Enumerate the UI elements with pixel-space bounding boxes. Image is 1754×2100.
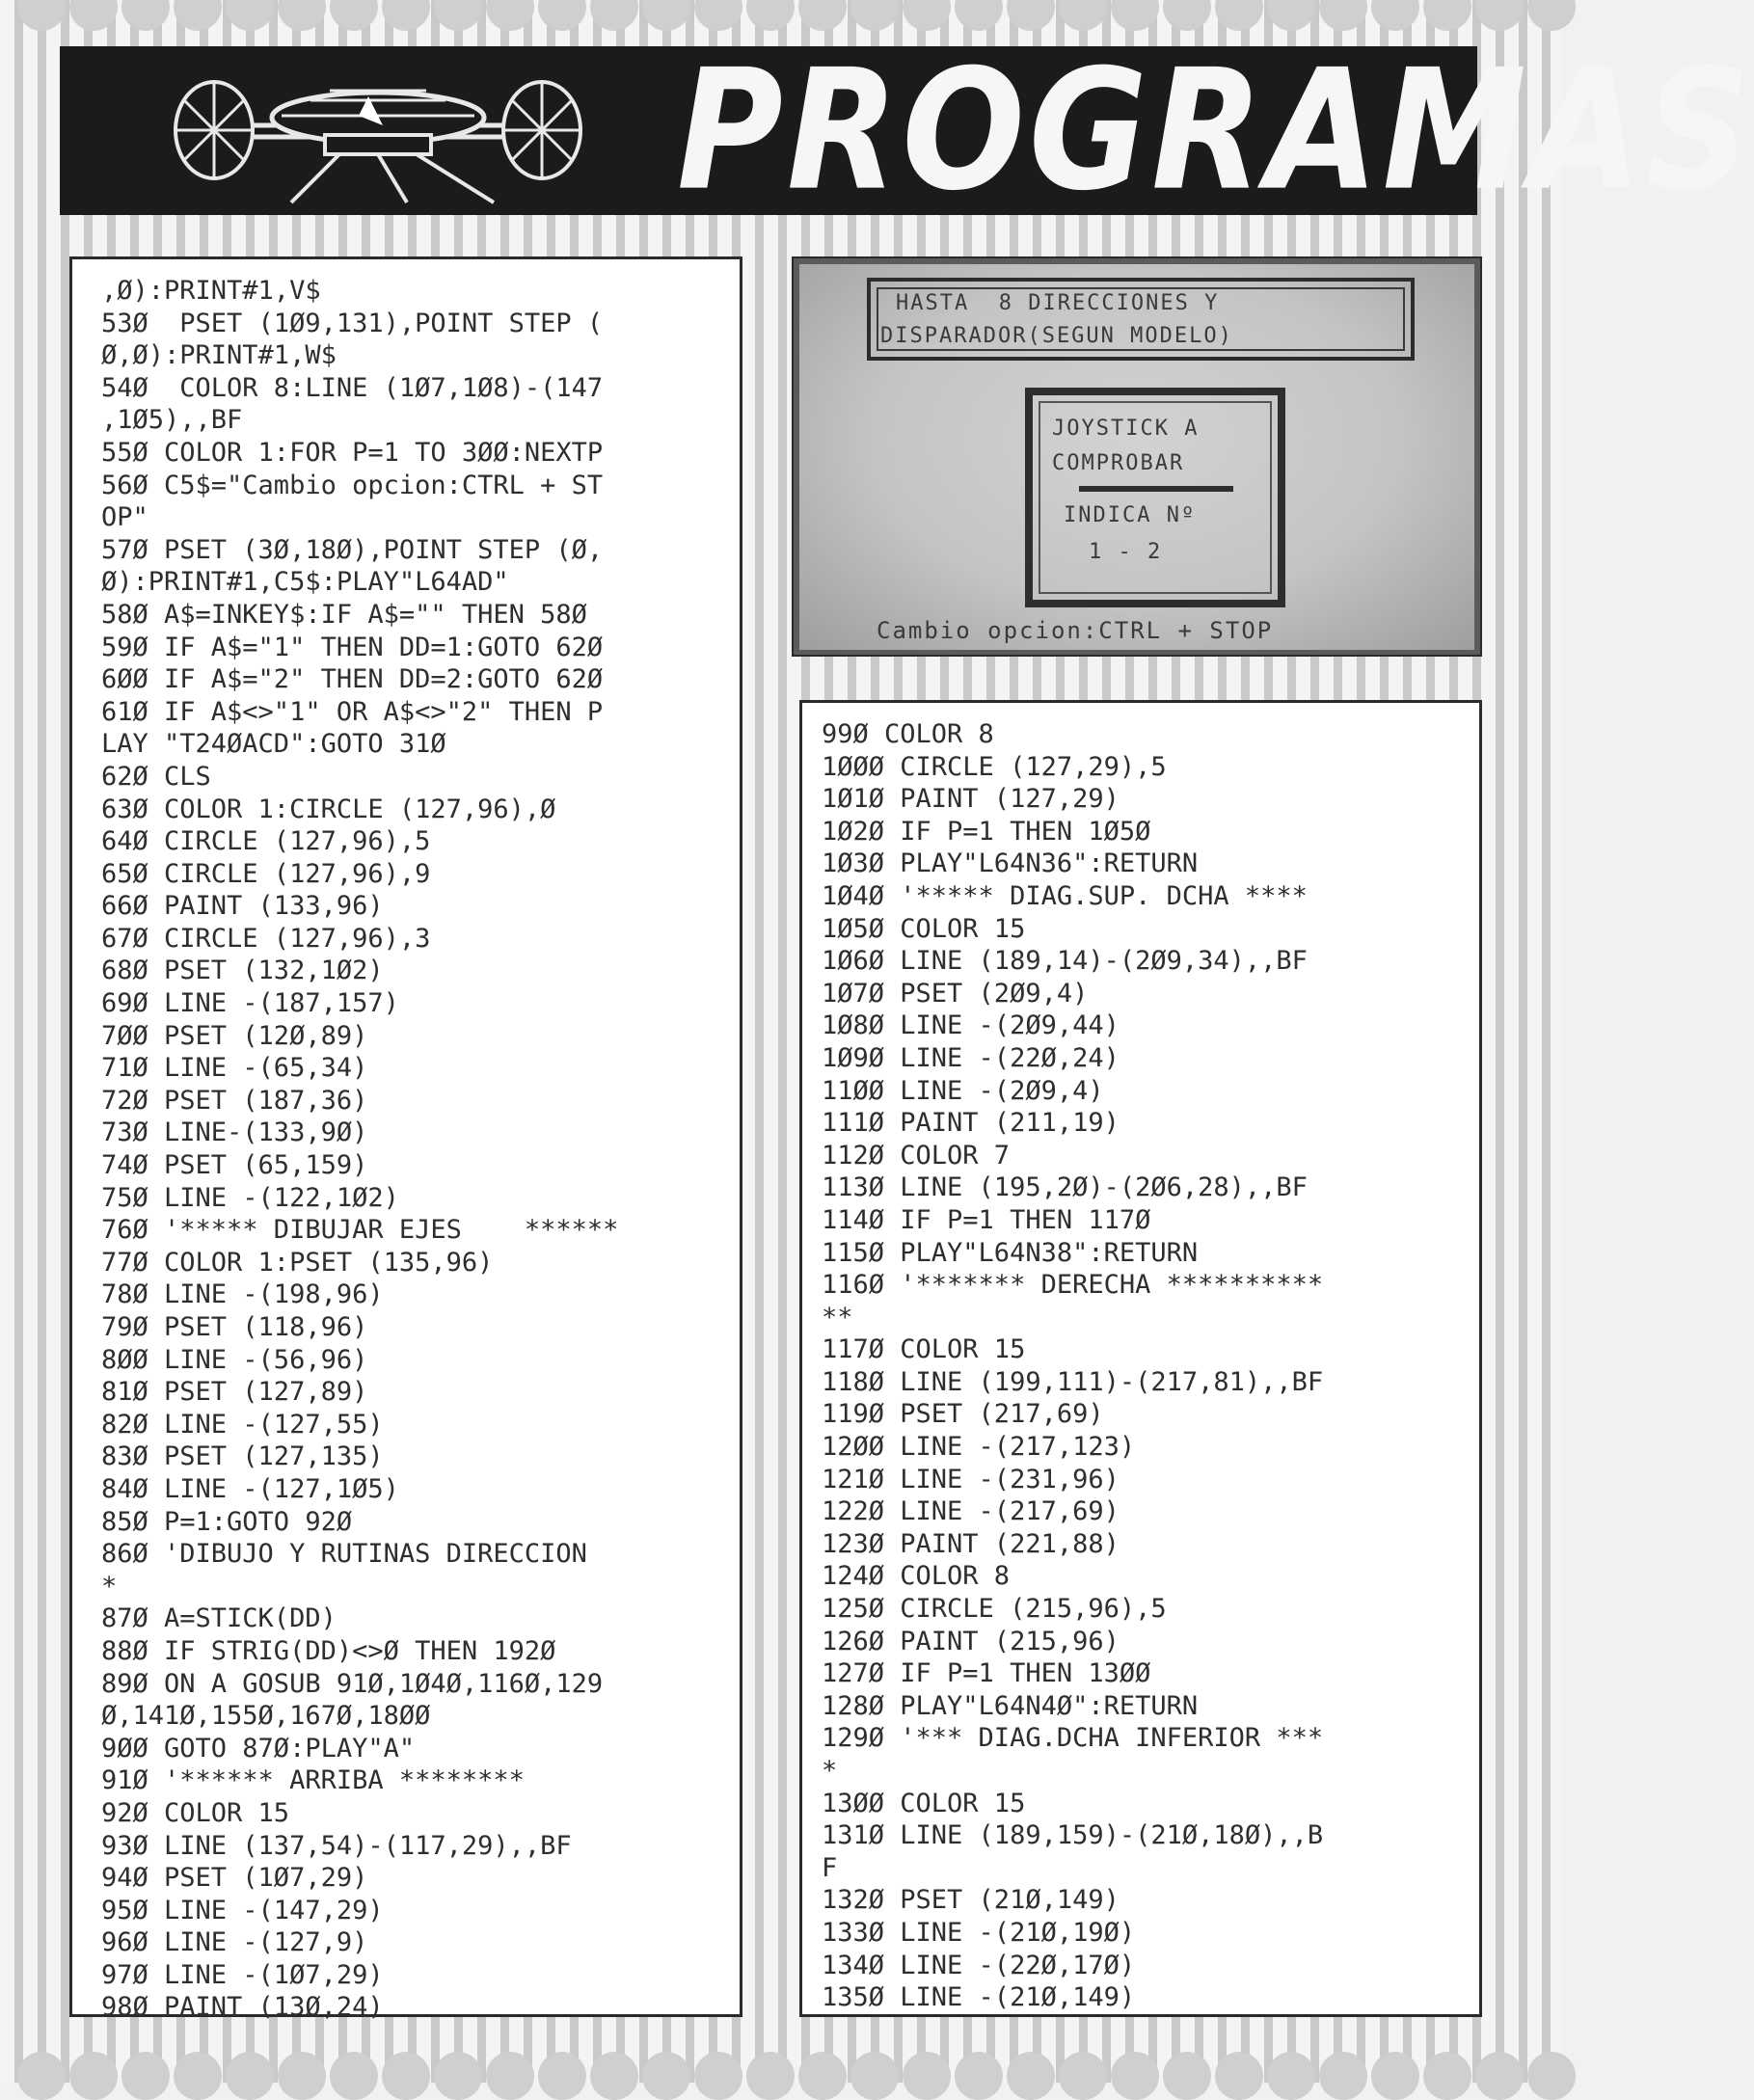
border-dot xyxy=(1527,0,1576,31)
code-line: 79Ø PSET (118,96) xyxy=(101,1312,368,1342)
prompt-line-4: 1 - 2 xyxy=(1089,540,1163,564)
code-line: 71Ø LINE -(65,34) xyxy=(101,1053,368,1084)
code-line: LAY "T24ØACD":GOTO 31Ø xyxy=(101,729,446,760)
screen-footer: Cambio opcion:CTRL + STOP xyxy=(877,617,1274,644)
code-line: 1Ø3Ø PLAY"L64N36":RETURN xyxy=(822,848,1199,879)
code-line: 89Ø ON A GOSUB 91Ø,1Ø4Ø,116Ø,129 xyxy=(101,1668,604,1699)
code-line: 114Ø IF P=1 THEN 117Ø xyxy=(822,1204,1151,1235)
border-dot xyxy=(590,0,638,31)
code-line: 95Ø LINE -(147,29) xyxy=(101,1895,384,1925)
border-dot xyxy=(17,2052,66,2100)
code-line: 83Ø PSET (127,135) xyxy=(101,1441,384,1472)
code-line: 65Ø CIRCLE (127,96),9 xyxy=(101,858,431,889)
code-line: 127Ø IF P=1 THEN 13ØØ xyxy=(822,1658,1151,1689)
border-dot xyxy=(1475,0,1524,31)
border-dot xyxy=(1319,0,1367,31)
prompt-line-3: INDICA Nº xyxy=(1064,503,1197,527)
border-dot xyxy=(1111,0,1159,31)
border-dot xyxy=(746,2052,795,2100)
code-line: 93Ø LINE (137,54)-(117,29),,BF xyxy=(101,1830,572,1861)
code-line: 56Ø C5$="Cambio opcion:CTRL + ST xyxy=(101,470,604,500)
code-line: 63Ø COLOR 1:CIRCLE (127,96),Ø xyxy=(101,794,556,824)
code-line: 1Ø7Ø PSET (2Ø9,4) xyxy=(822,978,1089,1009)
border-dot xyxy=(174,0,222,31)
border-dot xyxy=(538,0,586,31)
code-line: 66Ø PAINT (133,96) xyxy=(101,891,384,922)
border-dot xyxy=(1475,2052,1524,2100)
code-line: 121Ø LINE -(231,96) xyxy=(822,1464,1120,1494)
border-dot xyxy=(538,2052,586,2100)
code-line: 1Ø9Ø LINE -(22Ø,24) xyxy=(822,1042,1120,1073)
code-line: 88Ø IF STRIG(DD)<>Ø THEN 192Ø xyxy=(101,1635,556,1666)
code-line: 85Ø P=1:GOTO 92Ø xyxy=(101,1506,353,1537)
code-line: 11ØØ LINE -(2Ø9,4) xyxy=(822,1075,1104,1106)
code-line: 91Ø '****** ARRIBA ******** xyxy=(101,1765,525,1796)
code-line: 61Ø IF A$<>"1" OR A$<>"2" THEN P xyxy=(101,696,604,727)
code-line: 123Ø PAINT (221,88) xyxy=(822,1528,1120,1559)
code-line: 128Ø PLAY"L64N4Ø":RETURN xyxy=(822,1690,1199,1721)
code-line: 86Ø 'DIBUJO Y RUTINAS DIRECCION xyxy=(101,1539,587,1570)
border-dot xyxy=(642,0,690,31)
code-line: 73Ø LINE-(133,9Ø) xyxy=(101,1117,368,1148)
border-dot xyxy=(382,0,430,31)
code-line: F xyxy=(822,1852,838,1883)
border-dot xyxy=(694,0,742,31)
code-line: ,1Ø5),,BF xyxy=(101,405,243,436)
code-line: 124Ø COLOR 8 xyxy=(822,1561,1011,1592)
code-listing-left xyxy=(101,275,618,2024)
msx-screen xyxy=(799,264,1474,650)
code-line: 97Ø LINE -(1Ø7,29) xyxy=(101,1959,384,1990)
top-dot-border xyxy=(0,0,1562,31)
code-line: 69Ø LINE -(187,157) xyxy=(101,988,399,1019)
border-dot xyxy=(486,2052,534,2100)
code-line: 122Ø LINE -(217,69) xyxy=(822,1496,1120,1527)
code-line: 58Ø A$=INKEY$:IF A$="" THEN 58Ø xyxy=(101,599,587,630)
code-line: 78Ø LINE -(198,96) xyxy=(101,1279,384,1310)
code-line: 129Ø '*** DIAG.DCHA INFERIOR *** xyxy=(822,1723,1324,1754)
border-dot xyxy=(1371,0,1419,31)
border-dot xyxy=(69,0,118,31)
border-dot xyxy=(1059,0,1107,31)
code-line: 133Ø LINE -(21Ø,19Ø) xyxy=(822,1917,1136,1948)
code-line: 125Ø CIRCLE (215,96),5 xyxy=(822,1594,1167,1625)
border-dot xyxy=(1059,2052,1107,2100)
border-dot xyxy=(434,0,482,31)
border-dot xyxy=(1215,2052,1263,2100)
border-dot xyxy=(903,2052,951,2100)
header-banner xyxy=(60,34,1754,229)
prompt-divider xyxy=(1079,486,1233,492)
info-box xyxy=(867,278,1415,361)
space-station-icon xyxy=(127,58,629,207)
border-dot xyxy=(850,2052,899,2100)
code-line: 99Ø COLOR 8 xyxy=(822,719,994,749)
code-listing-right xyxy=(822,718,1323,2014)
code-line: OP" xyxy=(101,502,148,533)
code-line: 1Ø2Ø IF P=1 THEN 1Ø5Ø xyxy=(822,816,1151,847)
code-line: 87Ø A=STICK(DD) xyxy=(101,1603,337,1634)
code-line: 96Ø LINE -(127,9) xyxy=(101,1927,368,1958)
code-line: 84Ø LINE -(127,1Ø5) xyxy=(101,1473,399,1504)
code-line: 55Ø COLOR 1:FOR P=1 TO 3ØØ:NEXTP xyxy=(101,437,604,468)
code-line: 81Ø PSET (127,89) xyxy=(101,1377,368,1408)
listing-panel-left xyxy=(69,256,742,2023)
border-dot xyxy=(903,0,951,31)
border-dot xyxy=(17,0,66,31)
border-dot xyxy=(69,2052,118,2100)
border-dot xyxy=(1215,0,1263,31)
info-line-2: DISPARADOR(SEGUN MODELO) xyxy=(880,324,1233,348)
code-line: 75Ø LINE -(122,1Ø2) xyxy=(101,1182,399,1213)
code-line: 131Ø LINE (189,159)-(21Ø,18Ø),,B xyxy=(822,1820,1324,1851)
code-line: 12ØØ LINE -(217,123) xyxy=(822,1432,1136,1463)
border-dot xyxy=(1527,2052,1576,2100)
code-line: 1Ø6Ø LINE (189,14)-(2Ø9,34),,BF xyxy=(822,946,1308,977)
code-line: 111Ø PAINT (211,19) xyxy=(822,1108,1120,1139)
listing-panel-right xyxy=(799,700,1482,2017)
code-line: 117Ø COLOR 15 xyxy=(822,1334,1026,1365)
code-line: 8ØØ LINE -(56,96) xyxy=(101,1344,368,1375)
code-line: 54Ø COLOR 8:LINE (1Ø7,1Ø8)-(147 xyxy=(101,372,604,403)
code-line: 53Ø PSET (1Ø9,131),POINT STEP ( xyxy=(101,308,604,338)
border-dot xyxy=(121,0,170,31)
border-dot xyxy=(642,2052,690,2100)
code-line: 118Ø LINE (199,111)-(217,81),,BF xyxy=(822,1366,1324,1397)
code-line: 126Ø PAINT (215,96) xyxy=(822,1626,1120,1656)
code-line: 74Ø PSET (65,159) xyxy=(101,1150,368,1181)
border-dot xyxy=(278,0,326,31)
code-line: 77Ø COLOR 1:PSET (135,96) xyxy=(101,1247,494,1278)
page-title: PROGRAMAS xyxy=(677,34,1754,229)
border-dot xyxy=(1319,2052,1367,2100)
border-dot xyxy=(590,2052,638,2100)
code-line: 115Ø PLAY"L64N38":RETURN xyxy=(822,1237,1199,1268)
info-line-1: HASTA 8 DIRECCIONES Y xyxy=(896,291,1220,315)
code-line: 76Ø '***** DIBUJAR EJES ****** xyxy=(101,1215,619,1246)
border-dot xyxy=(1007,2052,1055,2100)
code-line: 1Ø5Ø COLOR 15 xyxy=(822,913,1026,944)
border-dot xyxy=(486,0,534,31)
border-dot xyxy=(382,2052,430,2100)
code-line: 116Ø '******* DERECHA ********** xyxy=(822,1270,1324,1301)
code-line: 13ØØ COLOR 15 xyxy=(822,1788,1026,1818)
border-dot xyxy=(278,2052,326,2100)
code-line: 59Ø IF A$="1" THEN DD=1:GOTO 62Ø xyxy=(101,632,604,662)
code-line: 7ØØ PSET (12Ø,89) xyxy=(101,1020,368,1051)
screen-photo xyxy=(792,256,1482,657)
border-dot xyxy=(330,2052,378,2100)
code-line: 1Ø8Ø LINE -(2Ø9,44) xyxy=(822,1010,1120,1041)
code-line: 72Ø PSET (187,36) xyxy=(101,1085,368,1116)
border-dot xyxy=(174,2052,222,2100)
bottom-dot-border xyxy=(0,2052,1562,2100)
border-dot xyxy=(1163,2052,1211,2100)
code-line: ** xyxy=(822,1302,853,1333)
code-line: 135Ø LINE -(21Ø,149) xyxy=(822,1982,1136,2013)
code-line: * xyxy=(822,1756,838,1786)
border-dot xyxy=(434,2052,482,2100)
code-line: 98Ø PAINT (13Ø,24) xyxy=(101,1992,384,2023)
code-line: 113Ø LINE (195,2Ø)-(2Ø6,28),,BF xyxy=(822,1172,1308,1203)
border-dot xyxy=(850,0,899,31)
border-dot xyxy=(330,0,378,31)
code-line: 1Ø1Ø PAINT (127,29) xyxy=(822,784,1120,815)
border-dot xyxy=(1371,2052,1419,2100)
border-dot xyxy=(1267,2052,1315,2100)
border-dot xyxy=(226,2052,274,2100)
code-line: ,Ø):PRINT#1,V$ xyxy=(101,276,321,306)
border-dot xyxy=(955,0,1003,31)
prompt-line-2: COMPROBAR xyxy=(1052,451,1185,475)
border-dot xyxy=(1267,0,1315,31)
prompt-line-1: JOYSTICK A xyxy=(1052,417,1200,441)
code-line: 112Ø COLOR 7 xyxy=(822,1140,1011,1171)
code-line: 64Ø CIRCLE (127,96),5 xyxy=(101,826,431,857)
joystick-prompt-box xyxy=(1025,388,1285,607)
code-line: 62Ø CLS xyxy=(101,761,211,792)
border-dot xyxy=(121,2052,170,2100)
border-dot xyxy=(1163,0,1211,31)
code-line: 132Ø PSET (21Ø,149) xyxy=(822,1885,1120,1916)
border-dot xyxy=(798,0,847,31)
border-dot xyxy=(1423,2052,1471,2100)
border-dot xyxy=(798,2052,847,2100)
code-line: Ø):PRINT#1,C5$:PLAY"L64AD" xyxy=(101,567,509,598)
code-line: 1ØØØ CIRCLE (127,29),5 xyxy=(822,751,1167,782)
code-line: 9ØØ GOTO 87Ø:PLAY"A" xyxy=(101,1733,416,1763)
border-dot xyxy=(746,0,795,31)
code-line: Ø,Ø):PRINT#1,W$ xyxy=(101,340,337,371)
code-line: 82Ø LINE -(127,55) xyxy=(101,1409,384,1440)
code-line: 1Ø4Ø '***** DIAG.SUP. DCHA **** xyxy=(822,880,1308,911)
border-dot xyxy=(955,2052,1003,2100)
code-line: 92Ø COLOR 15 xyxy=(101,1797,290,1828)
border-dot xyxy=(1111,2052,1159,2100)
code-line: Ø,141Ø,155Ø,167Ø,18ØØ xyxy=(101,1701,431,1732)
code-line: 119Ø PSET (217,69) xyxy=(822,1399,1104,1430)
border-dot xyxy=(226,0,274,31)
border-dot xyxy=(694,2052,742,2100)
border-dot xyxy=(1423,0,1471,31)
code-line: 94Ø PSET (1Ø7,29) xyxy=(101,1863,368,1894)
border-dot xyxy=(1007,0,1055,31)
code-line: 134Ø LINE -(22Ø,17Ø) xyxy=(822,1950,1136,1980)
code-line: 6ØØ IF A$="2" THEN DD=2:GOTO 62Ø xyxy=(101,664,604,695)
code-line: 57Ø PSET (3Ø,18Ø),POINT STEP (Ø, xyxy=(101,534,604,565)
code-line: * xyxy=(101,1571,118,1602)
code-line: 67Ø CIRCLE (127,96),3 xyxy=(101,923,431,954)
code-line: 68Ø PSET (132,1Ø2) xyxy=(101,956,384,986)
